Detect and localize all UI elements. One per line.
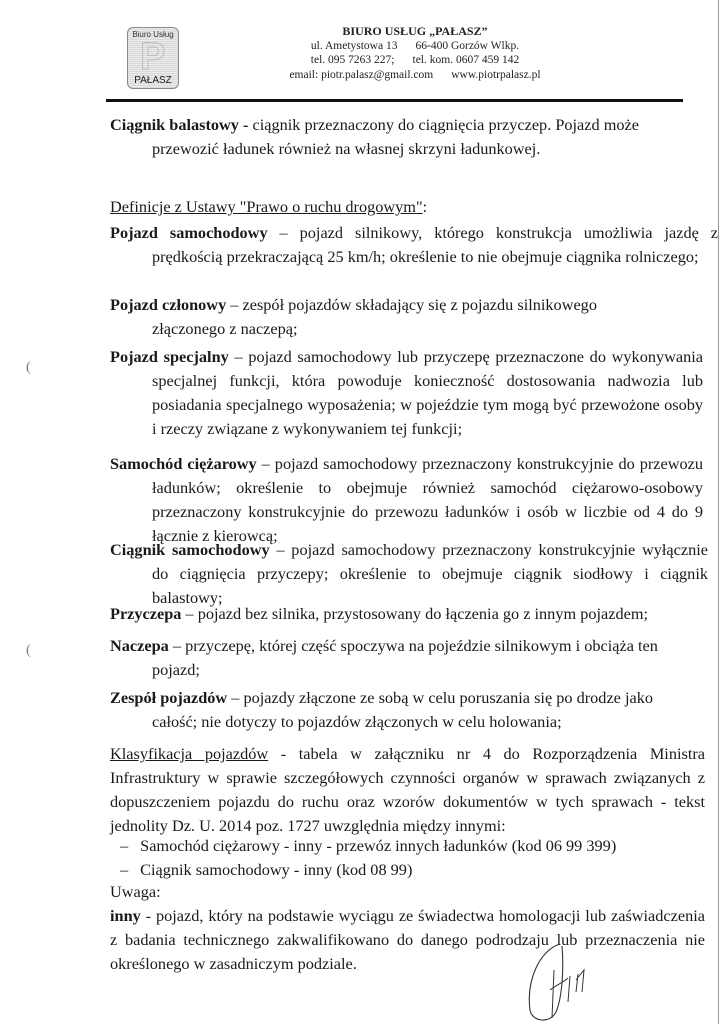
definition-text: – przyczepę, której część spoczywa na pojeździe silnikowym i obciąża ten pojazd; bbox=[152, 636, 658, 679]
heading-text: Definicje z Ustawy "Prawo o ruchu drogowym" bbox=[110, 197, 423, 216]
note-paragraph bbox=[110, 904, 705, 976]
definition-item bbox=[110, 538, 708, 610]
note-term: inny bbox=[110, 906, 141, 925]
definition-text: – pojazd samochodowy przeznaczony konstrukcyjnie do przewozu ładunków; określenie to obejmuje również samochód ciężarowo-osobowy przeznaczony konstrukcyjnie do przewozu ładunków i osób w liczbie od 4 do 9 łącznie z kierowcą; bbox=[152, 454, 703, 545]
logo-bottom-text: PAŁASZ bbox=[134, 75, 172, 86]
list-item bbox=[110, 834, 715, 858]
definition-text: – pojazd samochodowy lub przyczepę przeznaczone do wykonywania specjalnej funkcji, która powoduje konieczność dostosowania nadwozia lub posiadania specjalnego wyposażenia; w pojeździe tym mogą być przewożone osoby i rzeczy związane z wykonywaniem tej funkcji; bbox=[152, 347, 703, 438]
header-divider bbox=[106, 99, 683, 102]
definition-text: – zespół pojazdów składający się z pojazdu silnikowego złączonego z naczepą; bbox=[152, 295, 597, 338]
definition-item bbox=[110, 293, 670, 341]
definitions-heading: Definicje z Ustawy "Prawo o ruchu drogowym": bbox=[110, 197, 428, 216]
definition-text: ciągnik przeznaczony do ciągnięcia przyczep. Pojazd może przewozić ładunek również na własnej skrzyni ładunkowej. bbox=[152, 115, 639, 158]
definition-text: – pojazd silnikowy, którego konstrukcja umożliwia jazdę z prędkością przekraczającą 25 km/h; określenie to nie obejmuje ciągnika rolniczego; bbox=[152, 223, 718, 266]
dash-bullet-icon: – bbox=[120, 836, 129, 855]
list-item bbox=[110, 858, 715, 882]
letterhead-info bbox=[250, 24, 580, 82]
definition-text: – pojazdy złączone ze sobą w celu poruszania się po drodze jako całość; nie dotyczy to pojazdów złączonych w celu holowania; bbox=[152, 688, 654, 731]
definition-item bbox=[110, 686, 680, 734]
handwritten-signature-icon bbox=[520, 940, 610, 1024]
list-item-text: Ciągnik samochodowy - inny (kod 08 99) bbox=[140, 860, 413, 879]
definition-item bbox=[110, 452, 703, 548]
note-label: Uwaga: bbox=[110, 882, 161, 901]
term: Samochód ciężarowy bbox=[110, 454, 257, 473]
margin-mark: ( bbox=[26, 360, 31, 375]
margin-mark: ( bbox=[26, 643, 31, 658]
classification-heading: Klasyfikacja pojazdów bbox=[110, 744, 269, 763]
definition-item bbox=[110, 602, 718, 626]
term: Naczepa bbox=[110, 636, 169, 655]
term: Zespół pojazdów bbox=[110, 688, 228, 707]
definition-item bbox=[110, 345, 703, 441]
logo-top-text: Biuro Usług bbox=[132, 30, 174, 39]
city-address: 66-400 Gorzów Wlkp. bbox=[415, 39, 520, 52]
street-address: ul. Ametystowa 13 bbox=[310, 39, 398, 52]
email: email: piotr.palasz@gmail.com bbox=[289, 68, 434, 81]
company-name: BIURO USŁUG „PAŁASZ” bbox=[342, 24, 488, 38]
website: www.piotrpalasz.pl bbox=[451, 68, 541, 81]
classification-paragraph bbox=[110, 742, 705, 838]
definition-text: – pojazd bez silnika, przystosowany do łączenia go z innym pojazdem; bbox=[181, 604, 649, 623]
company-logo bbox=[127, 27, 179, 89]
term: Pojazd specjalny bbox=[110, 347, 229, 366]
dash-bullet-icon: – bbox=[120, 860, 129, 879]
list-item-text: Samochód ciężarowy - inny - przewóz innych ładunków (kod 06 99 399) bbox=[140, 836, 617, 855]
scan-page-edge bbox=[718, 0, 719, 1024]
logo-letter: P bbox=[140, 36, 166, 78]
address-row bbox=[250, 39, 580, 54]
term: Pojazd samochodowy bbox=[110, 223, 268, 242]
intro-definition bbox=[110, 113, 670, 161]
term: Przyczepa bbox=[110, 604, 182, 623]
definition-item bbox=[110, 634, 670, 682]
phone-row bbox=[250, 53, 580, 68]
classification-list bbox=[110, 834, 715, 882]
term: Ciągnik balastowy - bbox=[110, 115, 249, 134]
note-text: - pojazd, który na podstawie wyciągu ze świadectwa homologacji lub zaświadczenia z badania technicznego zakwalifikowano do danego podrodzaju lub przeznaczenia nie określonego w zasadniczym podziale. bbox=[110, 906, 705, 973]
term: Ciągnik samochodowy bbox=[110, 540, 270, 559]
contact-row bbox=[250, 68, 580, 83]
classification-text: - tabela w załączniku nr 4 do Rozporządzenia Ministra Infrastruktury w sprawie szczegółowych czynności organów w sprawach związanych z dopuszczeniem pojazdu do ruchu oraz wzorów dokumentów w tych sprawach - tekst jednolity Dz. U. 2014 poz. 1727 uwzględnia między innymi: bbox=[110, 744, 706, 835]
definition-item bbox=[110, 221, 718, 269]
mobile-phone: tel. kom. 0607 459 142 bbox=[412, 54, 520, 66]
term: Pojazd członowy bbox=[110, 295, 227, 314]
phone: tel. 095 7263 227; bbox=[310, 54, 395, 66]
definition-text: – pojazd samochodowy przeznaczony konstrukcyjnie wyłącznie do ciągnięcia przyczepy; określenie to obejmuje ciągnik siodłowy i ciągnik balastowy; bbox=[152, 540, 708, 607]
